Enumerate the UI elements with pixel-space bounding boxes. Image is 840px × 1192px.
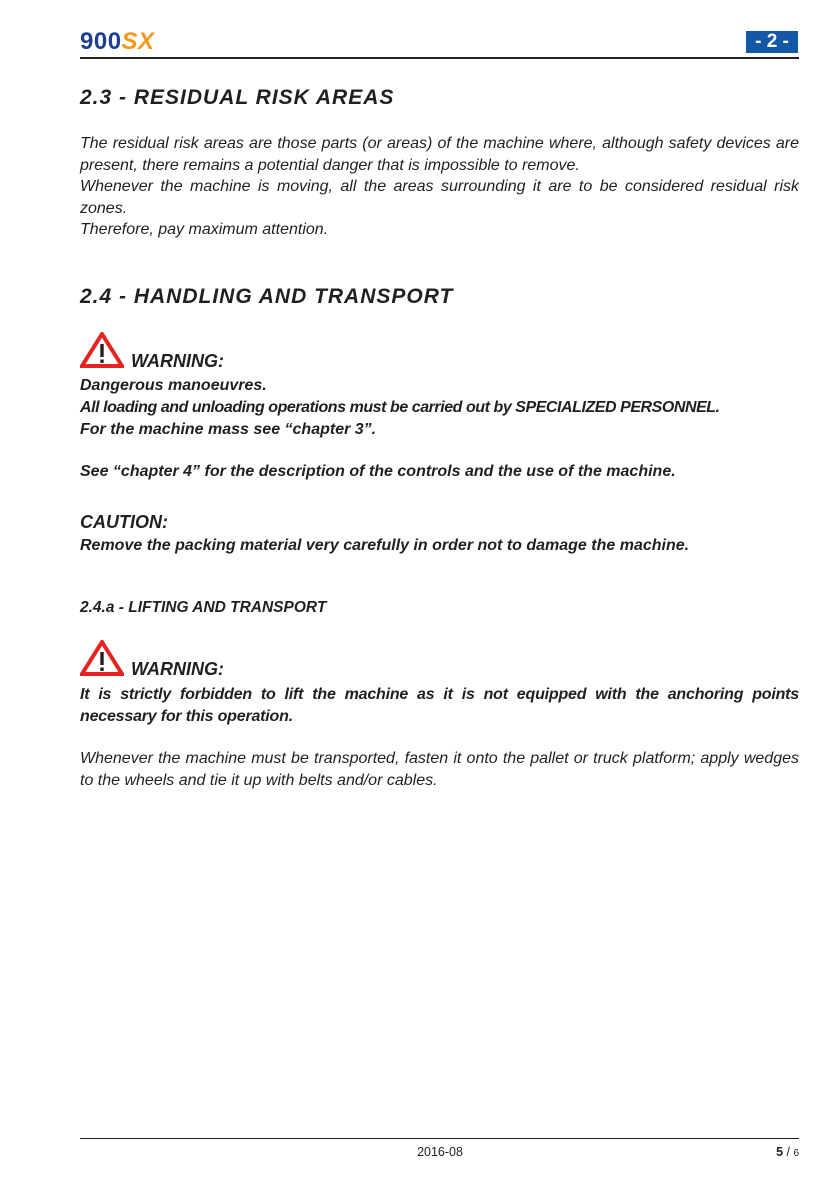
- logo-number: 900: [80, 28, 122, 55]
- warning-dangerous-manoeuvres: Dangerous manoeuvres.: [80, 377, 267, 394]
- residual-risk-definition: The residual risk areas are those parts (or areas) of the machine where, although safety devices are present, there remains a potential danger that is impossible to remove.: [80, 135, 799, 174]
- warning-label: WARNING:: [131, 351, 224, 371]
- chapter-badge: - 2 -: [746, 31, 798, 53]
- page-separator: /: [783, 1145, 794, 1159]
- warning-label: WARNING:: [131, 659, 224, 679]
- brand-logo: [80, 28, 155, 56]
- residual-risk-attention: Therefore, pay maximum attention.: [80, 221, 329, 238]
- logo-sx: SX: [121, 28, 155, 55]
- transport-instructions: Whenever the machine must be transported, fasten it onto the pallet or truck platform; apply wedges to the wheels and tie it up with belts and/or cables.: [80, 750, 799, 789]
- section-2-4-a-heading: 2.4.a - LIFTING AND TRANSPORT: [80, 599, 327, 616]
- caution-label: CAUTION:: [80, 512, 168, 532]
- residual-risk-moving: Whenever the machine is moving, all the areas surrounding it are to be considered residual risk zones.: [80, 178, 799, 217]
- caution-text: Remove the packing material very carefully in order not to damage the machine.: [80, 537, 690, 554]
- warning-specialized-personnel: All loading and unloading operations must be carried out by SPECIALIZED PERSONNEL.: [80, 399, 720, 416]
- see-chapter-4-note: See “chapter 4” for the description of the controls and the use of the machine.: [80, 463, 676, 480]
- section-2-4-heading: 2.4 - HANDLING AND TRANSPORT: [80, 285, 454, 308]
- lifting-forbidden-warning: It is strictly forbidden to lift the machine as it is not equipped with the anchoring points necessary for this operation.: [80, 686, 799, 725]
- footer-date: 2016-08: [417, 1145, 463, 1159]
- section-2-3-heading: 2.3 - RESIDUAL RISK AREAS: [80, 86, 395, 109]
- section-2-3-body: [80, 133, 799, 241]
- page-current: 5: [776, 1145, 784, 1159]
- footer-divider: [80, 1138, 799, 1139]
- warning-triangle-icon: [80, 640, 124, 676]
- warning-triangle-icon: [80, 332, 124, 368]
- page-number: [760, 1145, 799, 1161]
- page-total: 6: [793, 1148, 799, 1159]
- header-divider: [80, 57, 799, 59]
- warning-machine-mass: For the machine mass see “chapter 3”.: [80, 421, 377, 438]
